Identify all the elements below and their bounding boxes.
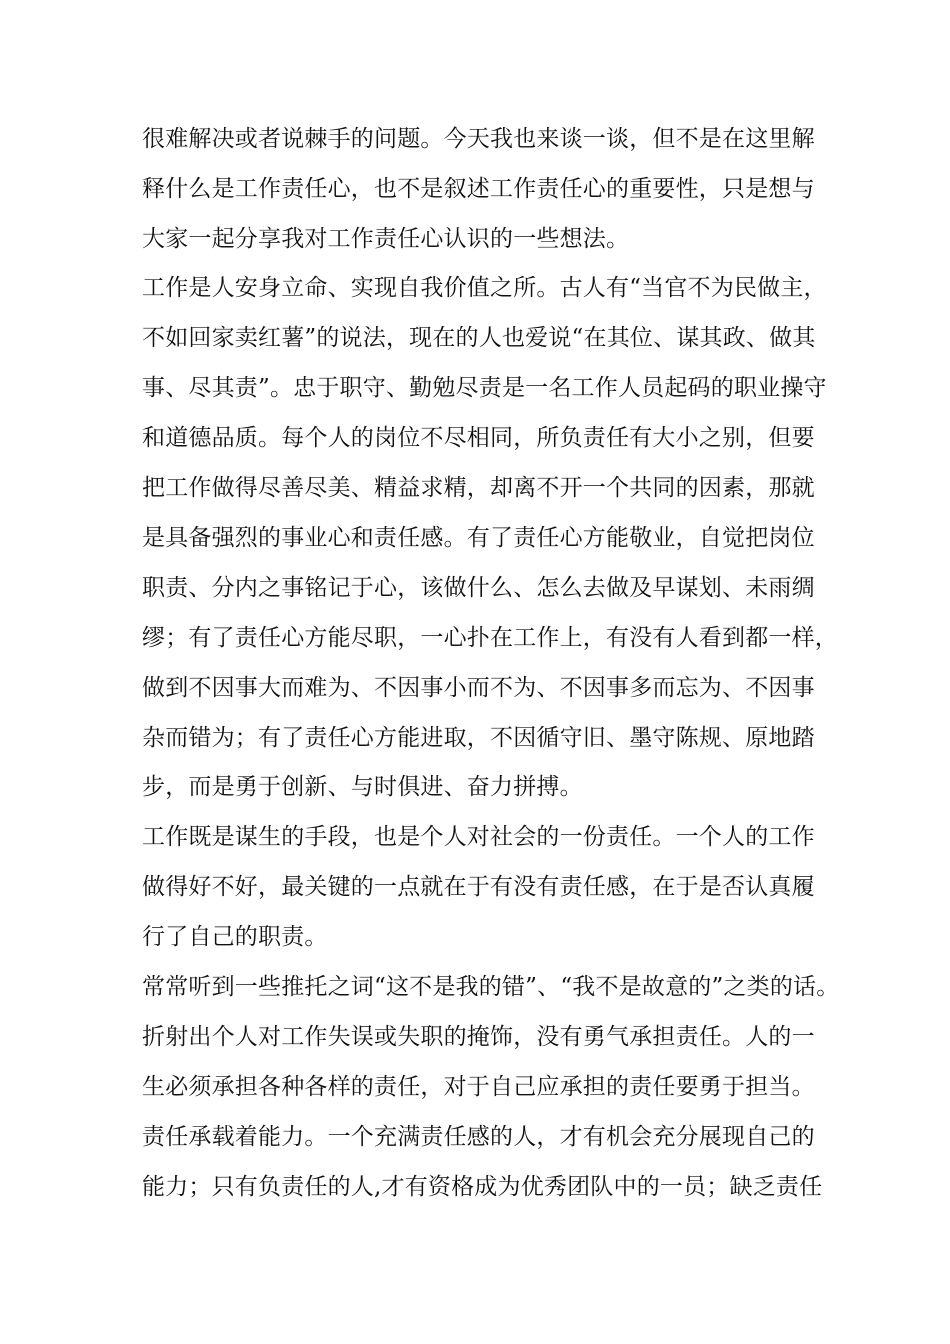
text-line: 职责、分内之事铭记于心，该做什么、怎么去做及早谋划、未雨绸 bbox=[142, 575, 815, 601]
text-line: 事、尽其责”。忠于职守、勤勉尽责是一名工作人员起码的职业操守 bbox=[142, 375, 827, 401]
text-line: 做得好不好，最关键的一点就在于有没有责任感，在于是否认真履 bbox=[142, 874, 815, 900]
text-line: 把工作做得尽善尽美、精益求精，却离不开一个共同的因素，那就 bbox=[142, 475, 815, 501]
text-line: 责任承载着能力。一个充满责任感的人，才有机会充分展现自己的 bbox=[142, 1124, 815, 1150]
text-line: 和道德品质。每个人的岗位不尽相同，所负责任有大小之别，但要 bbox=[142, 425, 815, 451]
text-line: 常常听到一些推托之词“这不是我的错”、“我不是故意的”之类的话。 bbox=[142, 974, 840, 1000]
text-line: 工作是人安身立命、实现自我价值之所。古人有“当官不为民做主， bbox=[142, 275, 827, 301]
text-line: 大家一起分享我对工作责任心认识的一些想法。 bbox=[142, 226, 630, 252]
text-line: 生必须承担各种各样的责任，对于自己应承担的责任要勇于担当。 bbox=[142, 1074, 815, 1100]
text-line: 步，而是勇于创新、与时俱进、奋力拼搏。 bbox=[142, 774, 583, 800]
text-line: 工作既是谋生的手段，也是个人对社会的一份责任。一个人的工作 bbox=[142, 824, 815, 850]
text-line: 释什么是工作责任心，也不是叙述工作责任心的重要性，只是想与 bbox=[142, 176, 815, 202]
text-line: 能力；只有负责任的人,才有资格成为优秀团队中的一员；缺乏责任 bbox=[142, 1174, 823, 1200]
text-line: 是具备强烈的事业心和责任感。有了责任心方能敬业，自觉把岗位 bbox=[142, 525, 815, 551]
text-line: 杂而错为；有了责任心方能进取，不因循守旧、墨守陈规、原地踏 bbox=[142, 725, 815, 751]
text-line: 做到不因事大而难为、不因事小而不为、不因事多而忘为、不因事 bbox=[142, 675, 815, 701]
text-line: 折射出个人对工作失误或失职的掩饰，没有勇气承担责任。人的一 bbox=[142, 1024, 815, 1050]
text-line: 很难解决或者说棘手的问题。今天我也来谈一谈，但不是在这里解 bbox=[142, 126, 815, 152]
text-line: 缪；有了责任心方能尽职，一心扑在工作上，有没有人看到都一样， bbox=[142, 625, 838, 651]
text-line: 行了自己的职责。 bbox=[142, 924, 328, 950]
text-line: 不如回家卖红薯”的说法，现在的人也爱说“在其位、谋其政、做其 bbox=[142, 325, 816, 351]
